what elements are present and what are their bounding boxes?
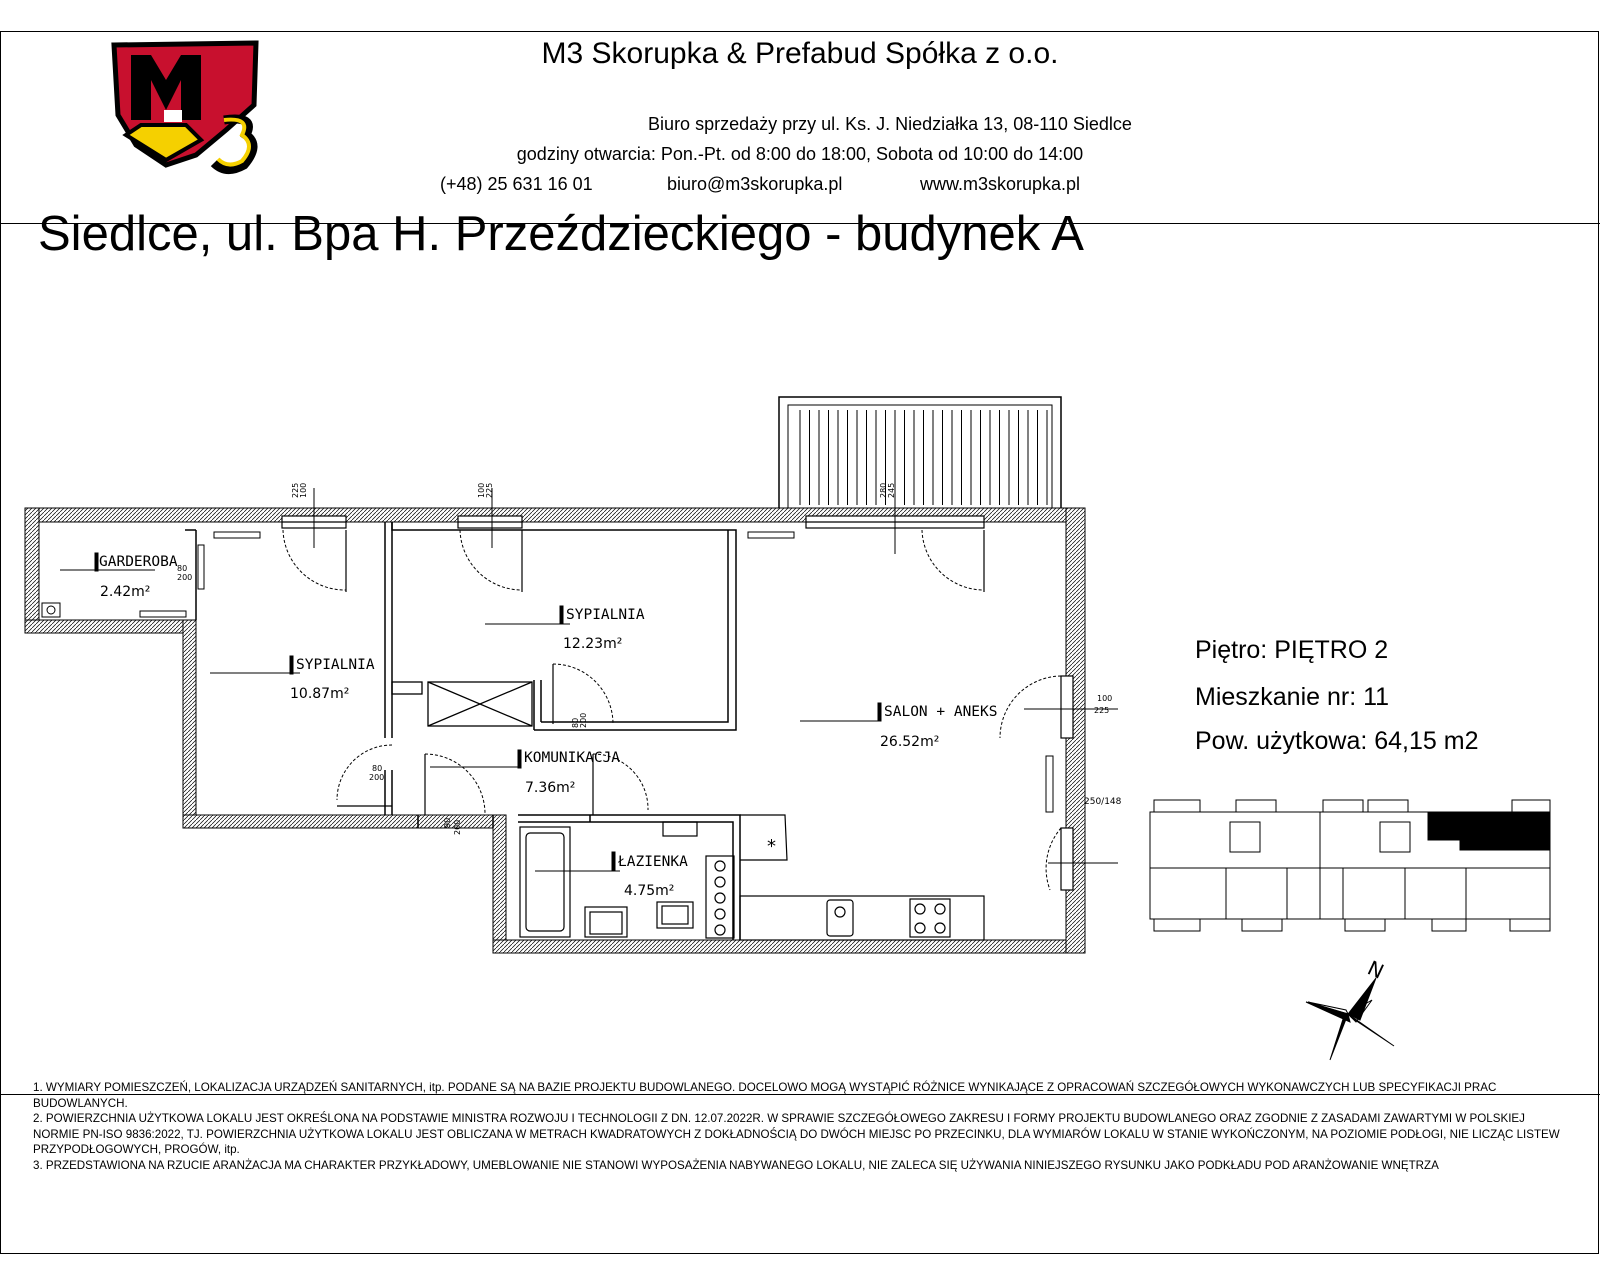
- company-email[interactable]: biuro@m3skorupka.pl: [667, 174, 843, 194]
- note-1: 1. WYMIARY POMIESZCZEŃ, LOKALIZACJA URZĄDZEŃ SANITARNYCH, itp. PODANE SĄ NA BAZIE PROJEKTU BUDOWLANEGO. DOCELOWO MOGĄ WYSTĄPIĆ RÓŻNICE WYNIKAJĄCE Z OPRACOWAŃ SZCZEGÓŁOWYCH WYKONAWCZYCH LUB SPECYFIKACJI PRAC BUDOWLANYCH.: [33, 1081, 1497, 1110]
- label-leaders: [60, 488, 1118, 871]
- compass-icon: [1306, 956, 1394, 1060]
- kitchen-counter: [706, 815, 984, 940]
- room-name-garderoba: GARDEROBA: [99, 554, 178, 570]
- floor-info: Piętro: PIĘTRO 2: [1195, 636, 1389, 664]
- wardrobe-fixture: [42, 603, 60, 617]
- note-3: 3. PRZEDSTAWIONA NA RZUCIE ARANŻACJA MA CHARAKTER PRZYKŁADOWY, UMEBLOWANIE NIE STANOWI WYPOSAŻENIA NABYWANEGO LOKALU, NIE ZALECA SIĘ UŻYWANIA NINIEJSZEGO RYSUNKU JAKO PODKŁADU POD ARANŻOWANIE WNĘTRZA: [33, 1158, 1439, 1172]
- company-phone: (+48) 25 631 16 01: [440, 174, 593, 194]
- dim-d2: 80: [372, 764, 383, 773]
- company-website[interactable]: www.m3skorupka.pl: [920, 174, 1081, 194]
- balcony: [779, 397, 1061, 510]
- building-key-plan: [1150, 800, 1550, 931]
- dim-w1: 100: [299, 482, 308, 498]
- dim-w2b: 225: [485, 482, 494, 498]
- dim-radiator: 250/148: [1084, 797, 1122, 807]
- dim-w4b: 225: [1094, 706, 1110, 715]
- dim-d4: 80: [571, 717, 580, 728]
- room-area-komunikacja: 7.36m²: [525, 780, 576, 796]
- service-shaft: [392, 682, 532, 726]
- room-area-sypialnia-2: 12.23m²: [563, 636, 623, 652]
- dim-w4: 100: [1097, 694, 1113, 703]
- room-area-garderoba: 2.42m²: [100, 584, 151, 600]
- room-name-sypialnia-1: SYPIALNIA: [296, 657, 375, 673]
- dim-w1b: 225: [291, 482, 300, 498]
- apartment-number: Mieszkanie nr: 11: [1195, 683, 1390, 711]
- dim-d3: 90: [443, 817, 452, 828]
- company-address: Biuro sprzedaży przy ul. Ks. J. Niedziałka 13, 08-110 Siedlce: [648, 114, 1132, 134]
- room-labels: [99, 554, 998, 899]
- door-leaves: [337, 530, 984, 815]
- svg-text:*: *: [767, 836, 776, 857]
- dim-d3b: 200: [453, 819, 462, 835]
- dim-w2: 100: [477, 482, 486, 498]
- dim-d1b: 200: [177, 573, 193, 582]
- dim-d1: 80: [177, 564, 188, 573]
- room-area-salon: 26.52m²: [880, 734, 940, 750]
- bathroom-fixtures: [520, 822, 697, 937]
- room-name-salon: SALON + ANEKS: [884, 704, 998, 720]
- hours-text: godziny otwarcia: Pon.-Pt. od 8:00 do 18:00, Sobota od 10:00 do 14:00: [516, 144, 1084, 164]
- dim-d2b: 200: [369, 773, 385, 782]
- room-name-lazienka: ŁAZIENKA: [618, 854, 688, 870]
- room-name-sypialnia-2: SYPIALNIA: [566, 607, 645, 623]
- room-area-lazienka: 4.75m²: [624, 883, 675, 899]
- inner-walls: [185, 522, 740, 940]
- room-area-sypialnia-1: 10.87m²: [290, 686, 350, 702]
- compass-north: N: [1363, 955, 1388, 984]
- dim-w3b: 245: [887, 482, 896, 498]
- windows: [282, 516, 1073, 890]
- page-title: Siedlce, ul. Bpa H. Przeździeckiego - budynek A: [38, 207, 1084, 261]
- radiators: [140, 532, 1053, 812]
- usable-area: Pow. użytkowa: 64,15 m2: [1195, 727, 1479, 755]
- company-name: M3 Skorupka & Prefabud Spółka z o.o.: [541, 37, 1059, 70]
- dim-w3: 280: [879, 482, 888, 498]
- room-name-komunikacja: KOMUNIKACJA: [524, 750, 621, 766]
- note-2: 2. POWIERZCHNIA UŻYTKOWA LOKALU JEST OKREŚLONA NA PODSTAWIE MINISTRA ROZWOJU I TECHNOLOGII Z DN. 12.07.2022R. W SPRAWIE SZCZEGÓŁOWEGO ZAKRESU I FORMY PROJEKTU BUDOWLANEGO ORAZ ZGODNIE Z ZASADAMI ZAWARTYMI W POLSKIEJ NORMIE PN-ISO 9836:2022, TJ. POWIERZCHNIA UŻYTKOWA LOKALU JEST OBLICZANA W METRACH KWADRATOWYCH Z DOKŁADNOŚCIĄ DO DWÓCH MIEJSC PO PRZECINKU, DLA WYMIARÓW LOKALU W STANIE WYKOŃCZONYM, NA POZIOMIE PODŁOGI, NIE LICZĄC LISTEW PRZYPODŁOGOWYCH, PROGÓW, itp.: [33, 1112, 1560, 1156]
- notes: [33, 1080, 1573, 1173]
- dim-d4b: 200: [579, 712, 588, 728]
